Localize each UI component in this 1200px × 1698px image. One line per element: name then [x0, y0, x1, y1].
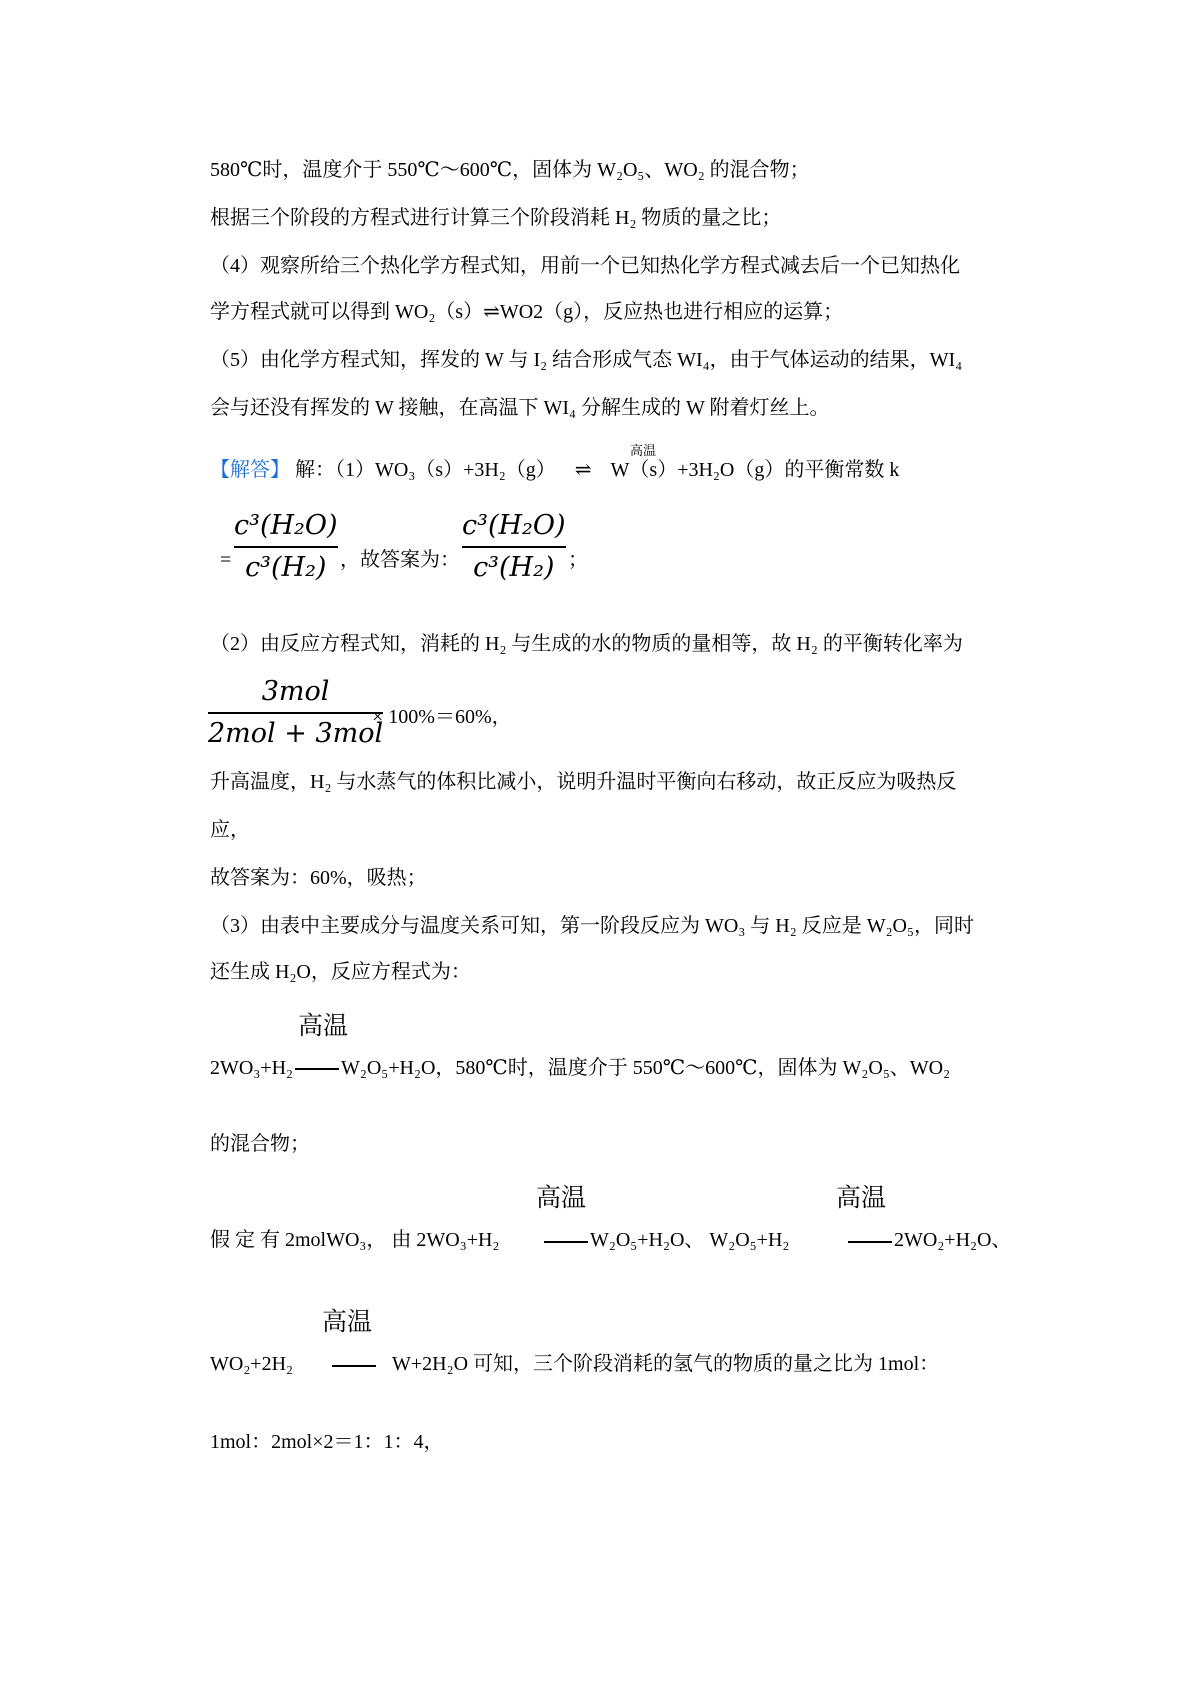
condition-label: 高温 [836, 1183, 887, 1212]
text-line: 故答案为：60%，吸热； [210, 867, 427, 889]
fraction-numerator: 3mol [261, 676, 330, 707]
condition-label: 高温 [536, 1183, 587, 1212]
equation-right: W₂O₅+H₂O，580℃时，温度介于 550℃～600℃，固体为 W₂O₅、WO₂ [341, 1057, 951, 1079]
condition-label: 高温 [630, 444, 657, 459]
text-line: ，故答案为： [340, 549, 460, 571]
condition-label: 高温 [298, 1011, 349, 1040]
fraction-numerator: c³(H₂O) [234, 510, 338, 541]
equation-part: 假 定 有 2molWO₃， 由 2WO₃+H₂ [210, 1229, 500, 1251]
answer-text: 解：（1）WO₃（s）+3H₂（g） [295, 459, 556, 481]
text-line: × 100%＝60%， [372, 706, 512, 728]
text-line: （2）由反应方程式知，消耗的 H₂ 与生成的水的物质的量相等，故 H₂ 的平衡转化率为 [210, 633, 963, 655]
fraction-conversion [208, 676, 383, 750]
condition-label: 高温 [322, 1307, 373, 1336]
text-line: ； [568, 549, 588, 571]
text-line: （5）由化学方程式知，挥发的 W 与 I₂ 结合形成气态 WI₄，由于气体运动的结果，WI₄ [210, 349, 963, 371]
fraction-bar [234, 546, 338, 548]
text-line: 升高温度，H₂ 与水蒸气的体积比减小，说明升温时平衡向右移动，故正反应为吸热反 [210, 771, 957, 793]
reaction-arrow [848, 1241, 892, 1243]
text-line: 还生成 H₂O，反应方程式为： [210, 961, 471, 983]
fraction-denominator: c³(H₂) [473, 551, 555, 583]
answer-label: 【解答】 [210, 459, 290, 481]
fraction-denominator: c³(H₂) [245, 551, 327, 583]
answer-line [210, 460, 899, 480]
fraction-k [234, 510, 338, 584]
equation-part: WO₂+2H₂ [210, 1353, 293, 1375]
equation-part: W+2H₂O 可知，三个阶段消耗的氢气的物质的量之比为 1mol： [392, 1353, 940, 1375]
reaction-arrow [332, 1365, 376, 1367]
text-line: 1mol：2mol×2＝1：1：4， [210, 1431, 444, 1453]
fraction-bar [208, 712, 383, 714]
reaction-arrow [544, 1241, 588, 1243]
fraction-numerator: c³(H₂O) [462, 510, 566, 541]
text-line: （4）观察所给三个热化学方程式知，用前一个已知热化学方程式减去后一个已知热化 [210, 255, 960, 277]
fraction-k-answer [462, 510, 566, 584]
text-line: 会与还没有挥发的 W 接触，在高温下 WI₄ 分解生成的 W 附着灯丝上。 [210, 397, 830, 419]
reaction-arrow [295, 1068, 339, 1070]
equation-left: 2WO₃+H₂ [210, 1057, 293, 1079]
equilibrium-arrow: ⇌ [574, 459, 592, 481]
text-line: 学方程式就可以得到 WO₂（s）⇌WO2（g），反应热也进行相应的运算； [210, 301, 844, 323]
text-line: 的混合物； [210, 1133, 310, 1155]
equation-part: W₂O₅+H₂O、 W₂O₅+H₂ [590, 1229, 790, 1251]
equation-part: 2WO₂+H₂O、 [894, 1229, 1012, 1251]
text-line: 580℃时，温度介于 550℃～600℃，固体为 W₂O₅、WO₂ 的混合物； [210, 159, 810, 181]
text-line: （3）由表中主要成分与温度关系可知，第一阶段反应为 WO₃ 与 H₂ 反应是 W₂O₅，同时 [210, 915, 974, 937]
text-line: 应， [210, 819, 250, 841]
equation-line [210, 1058, 950, 1078]
answer-tail: W（s）+3H₂O（g）的平衡常数 k [610, 459, 900, 481]
text-line: 根据三个阶段的方程式进行计算三个阶段消耗 H₂ 物质的量之比； [210, 207, 782, 229]
equals-sign: = [220, 549, 232, 571]
fraction-denominator: 2mol + 3mol [208, 717, 384, 749]
fraction-bar [462, 546, 566, 548]
